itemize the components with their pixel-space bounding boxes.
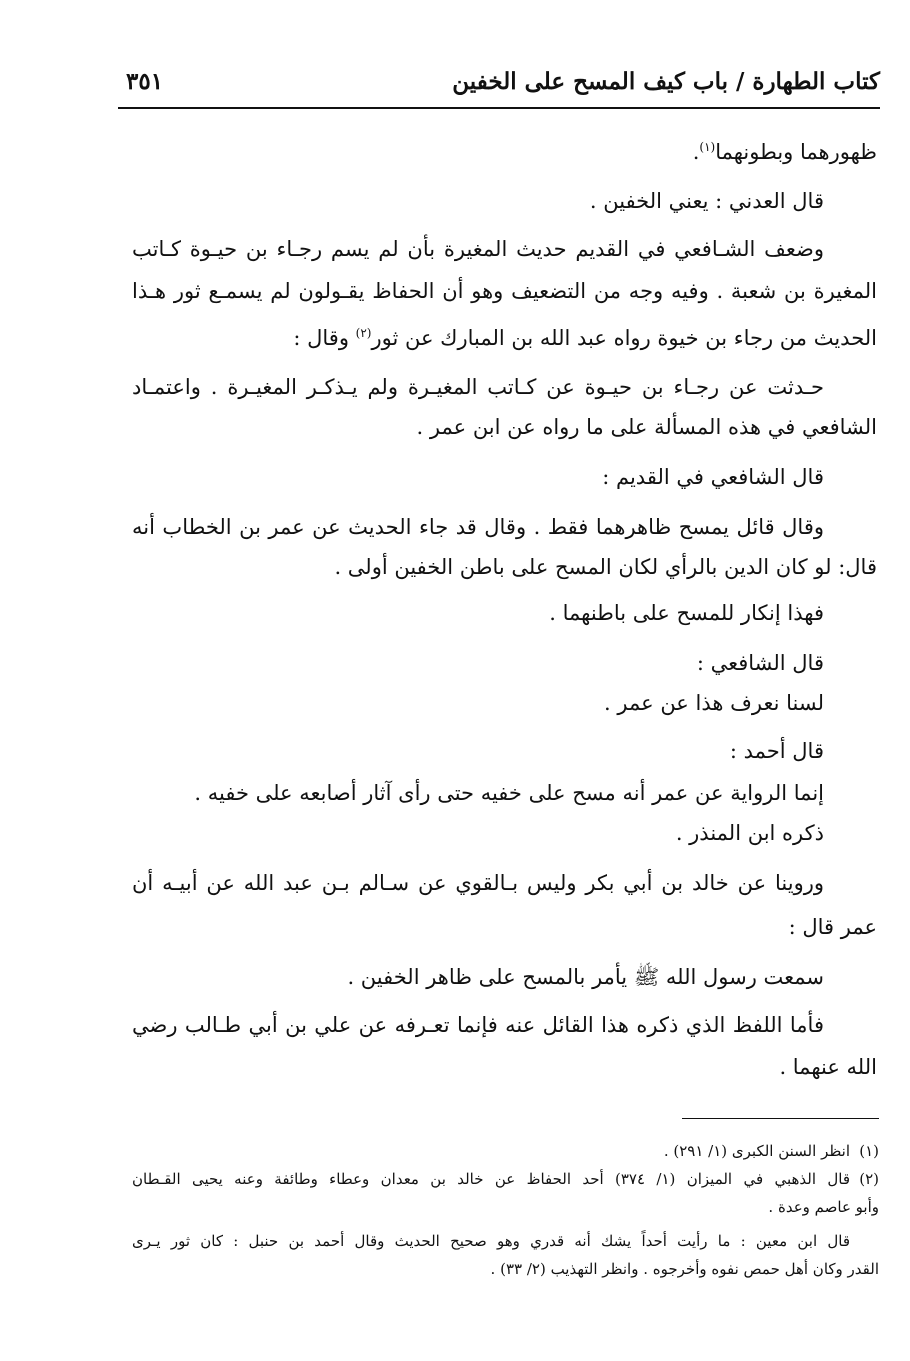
text-line-4: المغيرة بن شعبة . وفيه وجه من التضعيف وهو أن الحفاظ يقـولون لم يسمـع ثور هـذا: [132, 279, 877, 303]
text-line-20: فأما اللفظ الذي ذكره هذا القائل عنه فإنما تعـرفه عن علي بن أبي طـالب رضي: [132, 1013, 824, 1037]
text-line-3: وضعف الشـافعي في القديم حديث المغيرة بأن لم يسم رجـاء بن حيـوة كـاتب: [132, 237, 824, 261]
text-line-6: حـدثت عن رجـاء بن حيـوة عن كـاتب المغيـرة ولم يـذكـر المغيـرة . واعتمـاد: [132, 375, 824, 399]
footnote-ref-2[interactable]: (٢): [355, 326, 372, 340]
text-line-1: ظهورهما وبطونهما$^{(١)}$.: [692, 140, 877, 164]
running-header: [118, 66, 880, 104]
footnote-number-2: (٢): [859, 1170, 879, 1188]
chapter-title: كتاب الطهارة / باب كيف المسح على الخفين: [452, 68, 880, 95]
text-line-11: فهذا إنكار للمسح على باطنهما .: [549, 601, 824, 625]
footnote-2-line-1: قال الذهبي في الميزان (١/ ٣٧٤) أحد الحفاظ عن خالد بن معدان وعطاء وطائفة وعنه يحيى القـطان: [132, 1170, 850, 1188]
footnote-1: انظر السنن الكبرى (١/ ٢٩١) .: [663, 1142, 850, 1160]
text-line-12: قال الشافعي :: [696, 651, 824, 675]
footnote-number-1: (١): [859, 1142, 879, 1160]
text-line-19: سمعت رسول الله ﷺ يأمر بالمسح على ظاهر الخفين .: [347, 965, 824, 989]
footnote-2-line-4: القدر وكان أهل حمص نفوه وأخرجوه . وانظر التهذيب (٢/ ٣٣) .: [490, 1260, 879, 1278]
footnote-2-line-3: قال ابن معين : ما رأيت أحداً يشك أنه قدري وهو صحيح الحديث وقال أحمد بن حنبل : كان ثور يـرى: [132, 1232, 850, 1250]
text-line-15: إنما الرواية عن عمر أنه مسح على خفيه حتى رأى آثار أصابعه على خفيه .: [194, 781, 824, 805]
text-line-13: لسنا نعرف هذا عن عمر .: [604, 691, 824, 715]
text-line-8: قال الشافعي في القديم :: [602, 465, 824, 489]
text-line-21: الله عنهما .: [779, 1055, 877, 1079]
text-line-5: الحديث من رجاء بن خيوة رواه عبد الله بن المبارك عن ثور$^{(٢)}$ وقال :: [293, 326, 877, 350]
text-line-7: الشافعي في هذه المسألة على ما رواه عن ابن عمر .: [416, 415, 877, 439]
text-line-18: عمر قال :: [788, 915, 877, 939]
header-divider: [118, 107, 880, 109]
text-line-9: وقال قائل يمسح ظاهرهما فقط . وقال قد جاء الحديث عن عمر بن الخطاب أنه: [132, 515, 824, 539]
footnote-divider: [682, 1118, 879, 1119]
page-number: ٣٥١: [126, 68, 164, 95]
footnote-ref-1[interactable]: (١): [699, 140, 716, 154]
text-line-17: وروينا عن خالد بن أبي بكر وليس بـالقوي عن سـالم بـن عبد الله عن أبيـه أن: [132, 871, 824, 895]
text-line-14: قال أحمد :: [729, 739, 824, 763]
text-line-10: قال: لو كان الدين بالرأي لكان المسح على باطن الخفين أولى .: [334, 555, 877, 579]
footnote-2-line-2: وأبو عاصم وعدة .: [768, 1198, 879, 1216]
text-line-2: قال العدني : يعني الخفين .: [589, 189, 824, 213]
text-line-16: ذكره ابن المنذر .: [675, 821, 824, 845]
